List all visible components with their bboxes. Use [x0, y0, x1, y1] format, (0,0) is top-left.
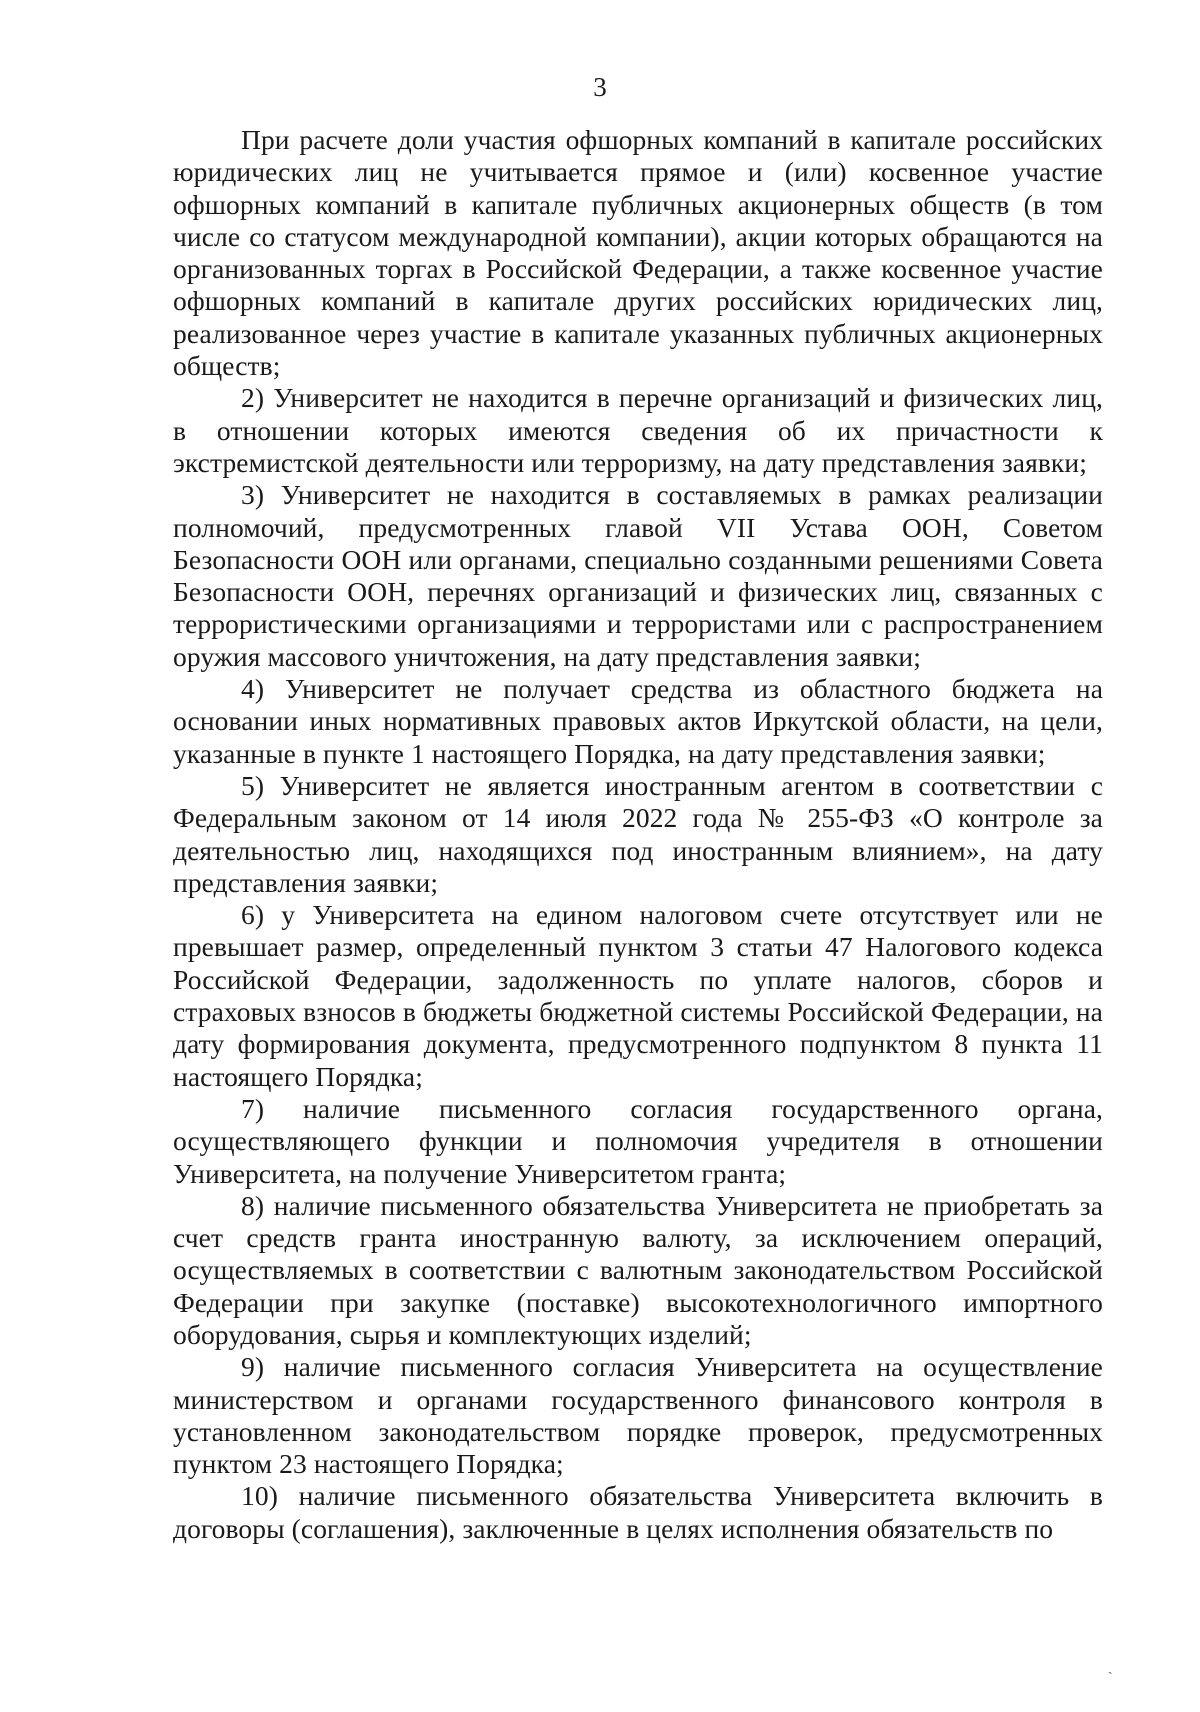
paragraph-item-7: 7) наличие письменного согласия государственного органа, осуществляющего функции и полномочия учредителя в отношении Университета, на получение Университетом гранта; — [173, 1092, 1103, 1189]
paragraph-item-8: 8) наличие письменного обязательства Университета не приобретать за счет средств гранта иностранную валюту, за исключением операций, осуществляемых в соответствии с валютным законодательством Российской Федерации при закупке (поставке) высокотехнологичного импортного оборудования, сырья и комплектующих изделий; — [173, 1189, 1103, 1350]
paragraph-item-10: 10) наличие письменного обязательства Университета включить в договоры (соглашения), заключенные в целях исполнения обязательств по — [173, 1480, 1103, 1544]
document-body — [173, 124, 1103, 1545]
paragraph-item-4: 4) Университет не получает средства из областного бюджета на основании иных нормативных правовых актов Иркутской области, на цели, указанные в пункте 1 настоящего Порядка, на дату представления заявки; — [173, 673, 1103, 769]
paragraph-item-2: 2) Университет не находится в перечне организаций и физических лиц, в отношении которых имеются сведения об их причастности к экстремистской деятельности или терроризму, на дату представления заявки; — [173, 382, 1103, 478]
scan-corner-mark: ˎ — [1108, 1660, 1113, 1675]
paragraph-item-3: 3) Университет не находится в составляемых в рамках реализации полномочий, предусмотренных главой VII Устава ООН, Советом Безопасности ООН или органами, специально созданными решениями Совета Безопасности ООН, перечнях организаций и физических лиц, связанных с террористическими организациями и террористами или с распространением оружия массового уничтожения, на дату представления заявки; — [173, 479, 1103, 672]
paragraph-item-5: 5) Университет не является иностранным агентом в соответствии с Федеральным законом от 14 июля 2022 года № 255-ФЗ «О контроле за деятельностью лиц, находящихся под иностранным влиянием», на дату представления заявки; — [173, 769, 1103, 898]
paragraph-item-6: 6) у Университета на едином налоговом счете отсутствует или не превышает размер, определенный пунктом 3 статьи 47 Налогового кодекса Российской Федерации, задолженность по уплате налогов, сборов и страховых взносов в бюджеты бюджетной системы Российской Федерации, на дату формирования документа, предусмотренного подпунктом 8 пункта 11 настоящего Порядка; — [173, 899, 1103, 1092]
page-number: 3 — [593, 72, 607, 102]
paragraph-offshore-participation: При расчете доли участия офшорных компаний в капитале российских юридических лиц не учитывается прямое и (или) косвенное участие офшорных компаний в капитале публичных акционерных обществ (в том числе со статусом международной компании), акции которых обращаются на организованных торгах в Российской Федерации, а также косвенное участие офшорных компаний в капитале других российских юридических лиц, реализованное через участие в капитале указанных публичных акционерных обществ; — [173, 124, 1103, 382]
paragraph-item-9: 9) наличие письменного согласия Университета на осуществление министерством и органами государственного финансового контроля в установленном законодательством порядке проверок, предусмотренных пунктом 23 настоящего Порядка; — [173, 1351, 1103, 1480]
